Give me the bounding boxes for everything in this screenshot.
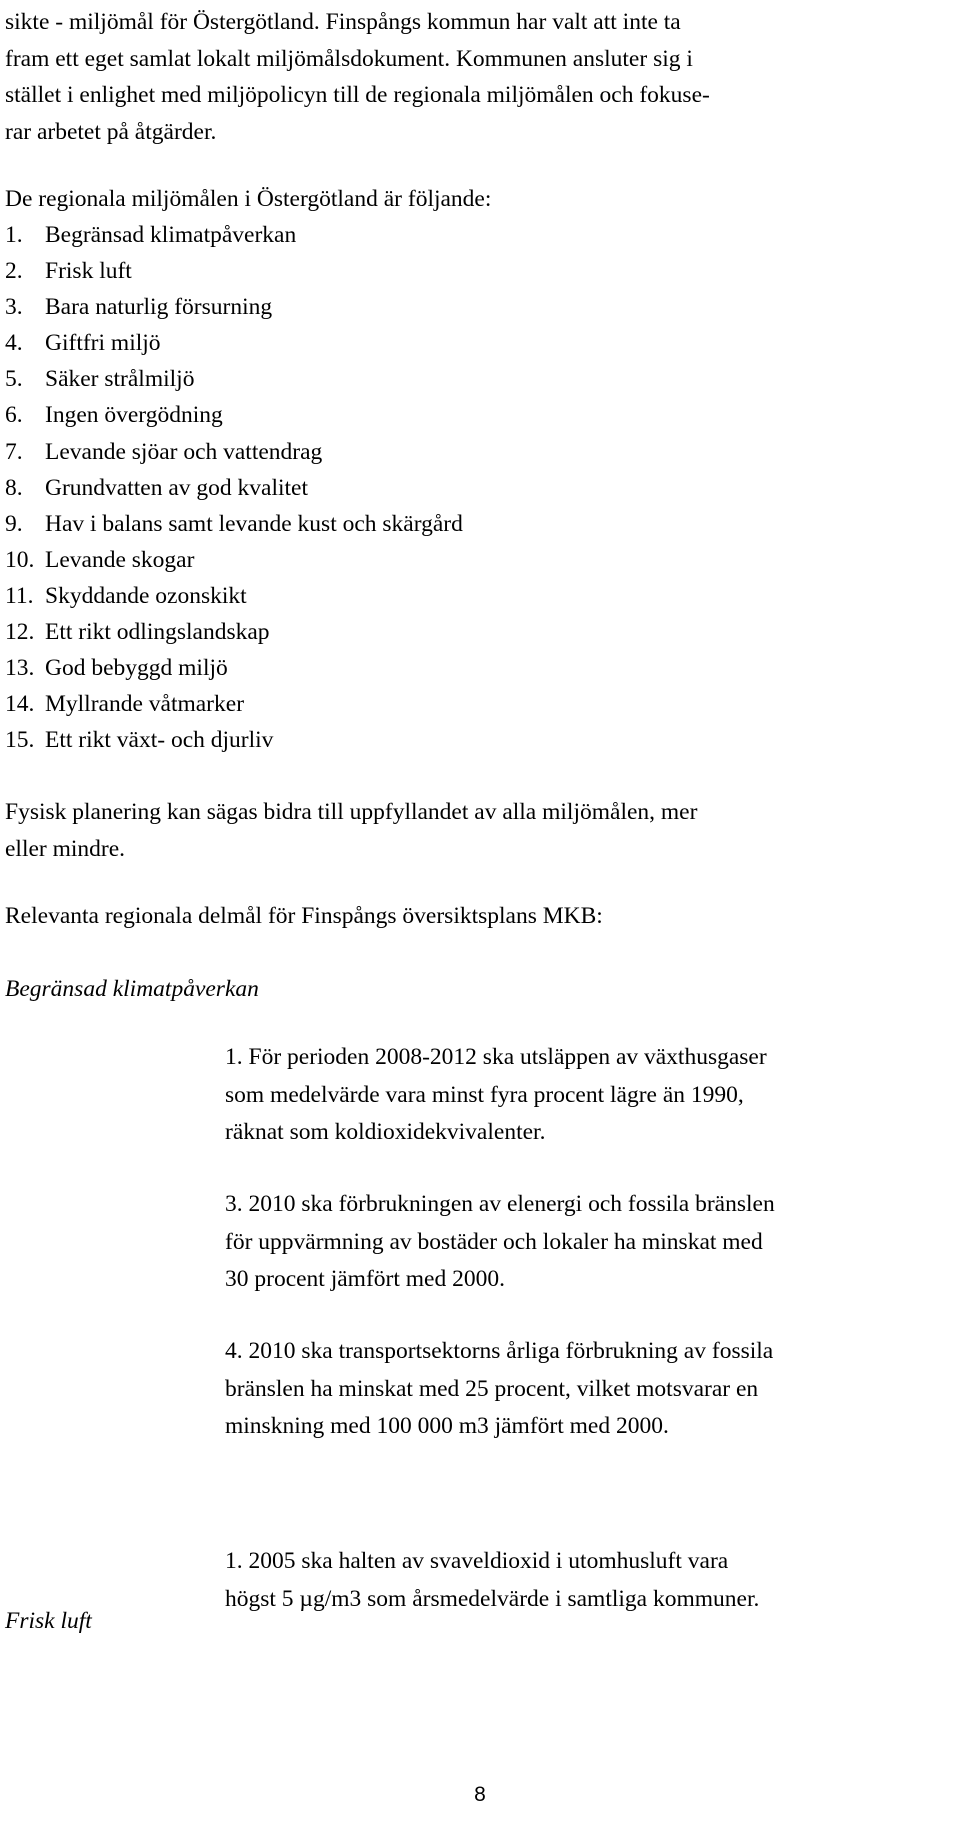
fysisk-planering-paragraph (5, 794, 940, 868)
subgoal-line: minskning med 100 000 m3 jämfört med 2000. (225, 1413, 669, 1439)
goal-number: 15. (5, 727, 35, 754)
goal-item (5, 650, 463, 686)
goal-item (5, 325, 463, 361)
goal-text: Säker strålmiljö (45, 366, 195, 393)
page-number: 8 (474, 1783, 486, 1806)
subgoal-line: 1. För perioden 2008-2012 ska utsläppen av växthusgaser (225, 1044, 767, 1070)
subgoal-line: räknat som koldioxidekvivalenter. (225, 1119, 546, 1145)
goal-text: Hav i balans samt levande kust och skärgård (45, 510, 463, 537)
goal-number: 10. (5, 546, 35, 573)
goal-number: 3. (5, 294, 23, 321)
subgoal-line: bränslen ha minskat med 25 procent, vilket motsvarar en (225, 1375, 759, 1402)
goal-text: God bebyggd miljö (45, 655, 228, 682)
goal-text: Frisk luft (45, 258, 132, 285)
goal-item (5, 542, 463, 578)
goal-number: 7. (5, 438, 23, 465)
subgoal-line: 3. 2010 ska förbrukningen av elenergi och fossila bränslen (225, 1191, 775, 1217)
goals-lead: De regionala miljömålen i Östergötland är följande: (5, 186, 492, 212)
goal-number: 12. (5, 619, 35, 646)
goal-number: 4. (5, 330, 23, 357)
section-heading-frisk-luft: Frisk luft (5, 1608, 92, 1634)
goal-number: 9. (5, 510, 23, 537)
intro-line: fram ett eget samlat lokalt miljömålsdokument. Kommunen ansluter sig i (5, 45, 693, 72)
goal-number: 13. (5, 655, 35, 682)
goal-item (5, 578, 463, 614)
relevant-subgoals-intro: Relevanta regionala delmål för Finspångs översiktsplans MKB: (5, 903, 603, 929)
goal-number: 1. (5, 222, 23, 248)
goal-text: Levande sjöar och vattendrag (45, 438, 323, 465)
goal-item (5, 217, 463, 253)
goal-number: 14. (5, 691, 35, 718)
subgoal-line: högst 5 µg/m3 som årsmedelvärde i samtliga kommuner. (225, 1585, 760, 1612)
goal-text: Giftfri miljö (45, 330, 161, 357)
subgoal-item (225, 1543, 945, 1618)
section-heading-begransad-klimatpaverkan: Begränsad klimatpåverkan (5, 976, 259, 1002)
subgoal-item (225, 1186, 945, 1299)
goal-item (5, 470, 463, 506)
goal-number: 2. (5, 258, 23, 285)
goal-number: 5. (5, 366, 23, 393)
paragraph-line: eller mindre. (5, 836, 126, 862)
goal-number: 6. (5, 402, 23, 429)
goal-text: Ett rikt odlingslandskap (45, 619, 270, 646)
regional-goals-list (5, 217, 463, 758)
subgoal-item (225, 1039, 945, 1152)
subgoal-line: som medelvärde vara minst fyra procent lägre än 1990, (225, 1081, 744, 1108)
goal-number: 11. (5, 582, 34, 609)
goal-text: Begränsad klimatpåverkan (45, 222, 297, 248)
goal-text: Levande skogar (45, 546, 195, 573)
goal-item (5, 397, 463, 433)
goal-number: 8. (5, 474, 23, 501)
intro-paragraph (5, 4, 950, 150)
goal-item (5, 361, 463, 397)
intro-line: sikte - miljömål för Östergötland. Finspångs kommun har valt att inte ta (5, 9, 681, 35)
goal-text: Ett rikt växt- och djurliv (45, 727, 274, 754)
goal-text: Skyddande ozonskikt (45, 582, 247, 609)
subgoal-line: 30 procent jämfört med 2000. (225, 1266, 505, 1292)
goal-text: Bara naturlig försurning (45, 294, 273, 321)
goal-item (5, 722, 463, 758)
intro-line: rar arbetet på åtgärder. (5, 118, 217, 145)
subgoal-line: för uppvärmning av bostäder och lokaler ha minskat med (225, 1228, 763, 1255)
goal-text: Grundvatten av god kvalitet (45, 474, 308, 501)
goal-item (5, 686, 463, 722)
goal-text: Ingen övergödning (45, 402, 223, 429)
goal-item (5, 434, 463, 470)
subgoal-line: 1. 2005 ska halten av svaveldioxid i utomhusluft vara (225, 1548, 729, 1574)
goal-item (5, 253, 463, 289)
goal-item (5, 614, 463, 650)
subgoal-line: 4. 2010 ska transportsektorns årliga förbrukning av fossila (225, 1338, 774, 1364)
goal-item (5, 289, 463, 325)
intro-line: stället i enlighet med miljöpolicyn till de regionala miljömålen och fokuse- (5, 82, 710, 108)
paragraph-line: Fysisk planering kan sägas bidra till uppfyllandet av alla miljömålen, mer (5, 799, 698, 825)
goal-item (5, 506, 463, 542)
subgoal-item (225, 1333, 945, 1446)
goal-text: Myllrande våtmarker (45, 691, 245, 718)
